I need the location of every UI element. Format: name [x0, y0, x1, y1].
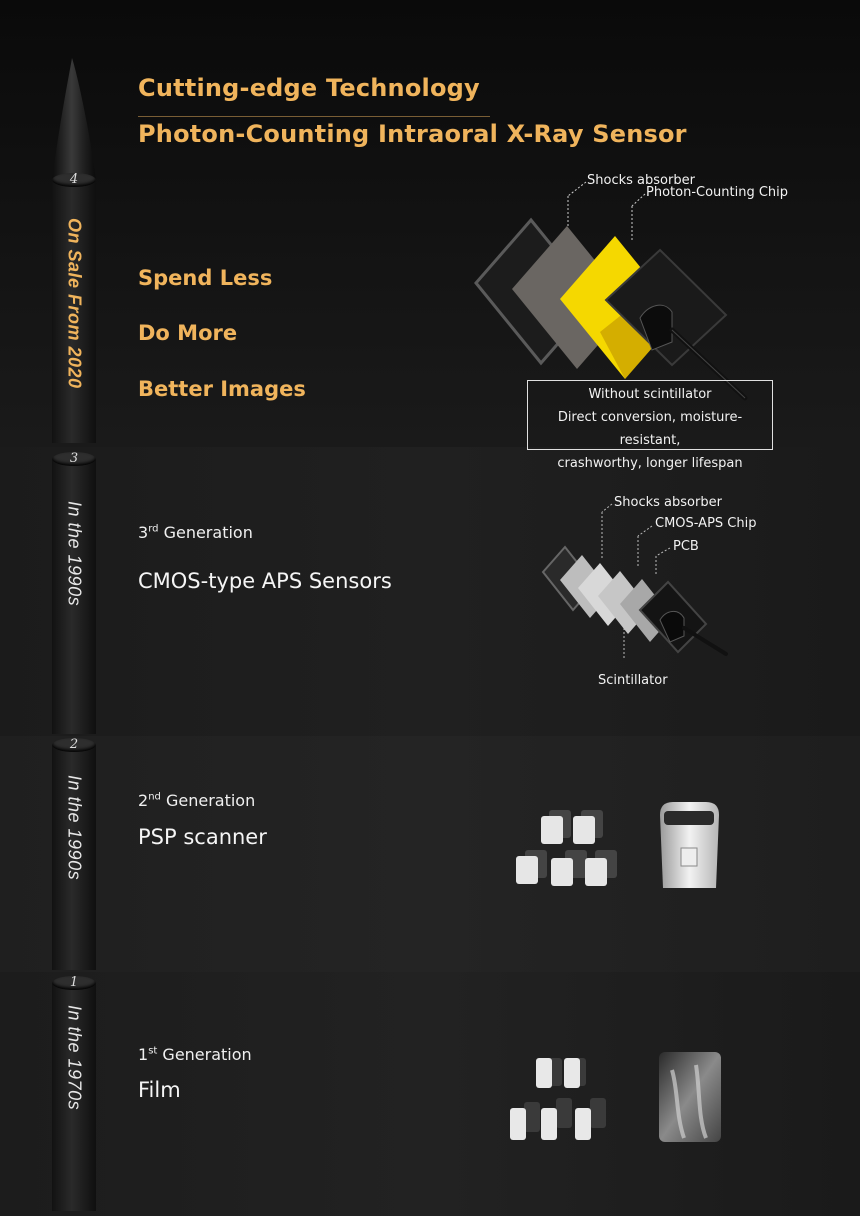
timeline-period-2: In the 1990s [64, 775, 85, 881]
feature-line-1: Without scintillator [588, 387, 712, 402]
feature-line-3: crashworthy, longer lifespan [557, 456, 743, 471]
gen2-name: PSP scanner [138, 825, 267, 849]
timeline-number-2: 2 [69, 737, 79, 752]
callout-shocks-absorber-3: Shocks absorber [614, 495, 722, 510]
gen2-ordinal-suffix: nd [148, 791, 161, 803]
gen3-ordinal: 3 [138, 523, 149, 542]
gen1-ordinal: 1 [138, 1045, 149, 1064]
gen3-name: CMOS-type APS Sensors [138, 569, 392, 593]
timeline-period-4: On Sale From 2020 [64, 218, 85, 389]
callout-cmos-chip: CMOS-APS Chip [655, 516, 757, 531]
slogan-spend-less: Spend Less [138, 266, 273, 290]
callout-scintillator: Scintillator [598, 673, 668, 688]
timeline-number-3: 3 [69, 451, 79, 466]
page-title: Cutting-edge Technology [138, 74, 480, 102]
feature-line-2: Direct conversion, moisture-resistant, [557, 410, 743, 448]
page-subtitle: Photon-Counting Intraoral X-Ray Sensor [138, 120, 687, 148]
callout-pcb: PCB [673, 539, 699, 554]
slogan-do-more: Do More [138, 321, 238, 345]
gen1-name: Film [138, 1078, 181, 1102]
gen3-generation-word: Generation [163, 523, 253, 542]
gen3-ordinal-suffix: rd [148, 523, 159, 535]
timeline-period-3: In the 1990s [64, 501, 85, 607]
callout-photon-chip: Photon-Counting Chip [646, 185, 789, 200]
timeline-number-4: 4 [69, 172, 79, 187]
gen1-ordinal-suffix: st [148, 1045, 158, 1057]
gen2-generation-word: Generation [165, 791, 256, 810]
gen2-ordinal: 2 [138, 791, 149, 810]
timeline-period-1: In the 1970s [64, 1005, 85, 1111]
gen1-generation-word: Generation [162, 1045, 252, 1064]
timeline-number-1: 1 [69, 975, 79, 990]
slogan-better-images: Better Images [138, 377, 306, 401]
callout-shocks-absorber-4: Shocks absorber [587, 173, 695, 188]
